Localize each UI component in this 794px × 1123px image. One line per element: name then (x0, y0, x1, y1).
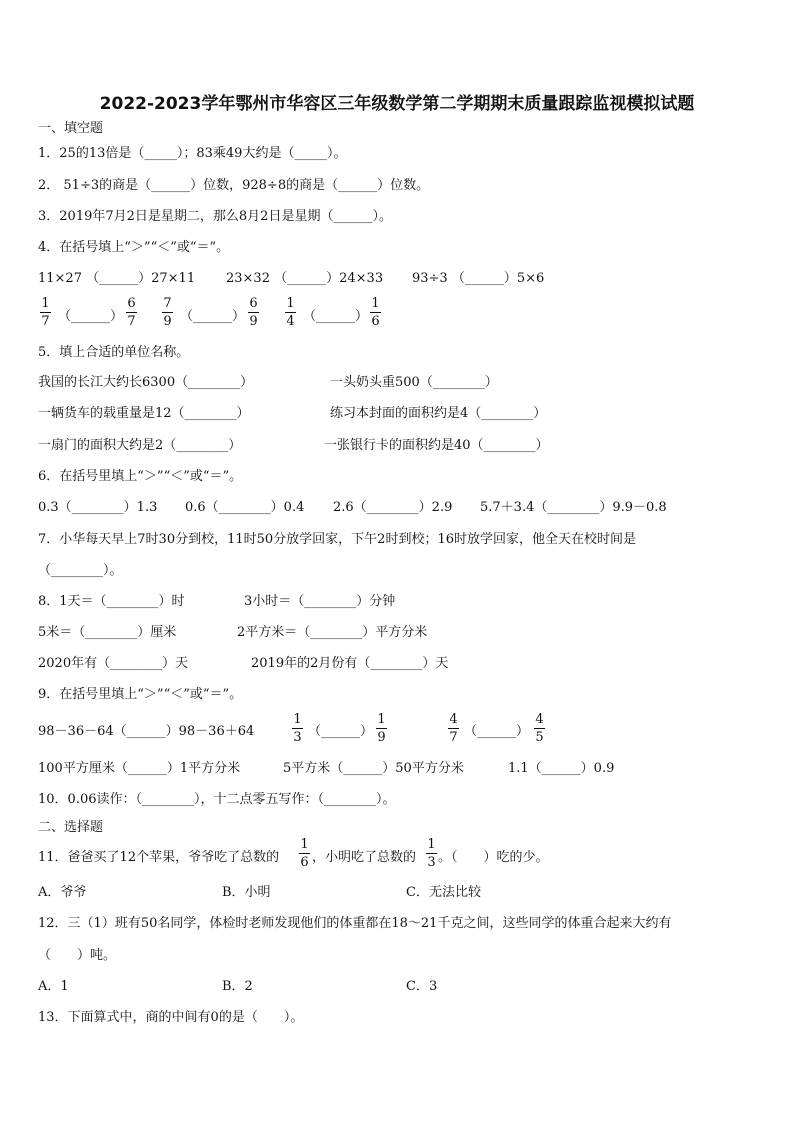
fraction-bar (534, 728, 545, 729)
q5-item-b: 一头奶头重500（________） (330, 375, 498, 390)
q6-compare-a: 0.3（________）1.3 (38, 500, 158, 515)
fraction-denominator: 3 (427, 855, 436, 870)
fraction-numerator: 7 (163, 296, 172, 311)
q4-fraction-1 (40, 296, 51, 329)
q4-compare-c: 93÷3 （______）5×6 (412, 271, 545, 286)
q8-item-f: 2019年的2月份有（________）天 (251, 656, 449, 671)
question-11 (38, 850, 279, 866)
fraction-denominator: 9 (163, 314, 172, 329)
question-1: 1．25的13倍是（_____）；83乘49大约是（_____）。 (38, 146, 347, 161)
q11-option-b: B．小明 (222, 885, 271, 900)
q11-fraction-2 (426, 837, 437, 870)
fraction-numerator: 1 (371, 296, 380, 311)
question-7-line-2: （________）。 (38, 563, 123, 578)
question-9: 9．在括号里填上“＞”“＜”或“＝”。 (38, 687, 243, 702)
q9-fraction-2 (376, 712, 387, 745)
q11-text-pre: 11．爸爸买了12个苹果，爷爷吃了总数的 (38, 850, 280, 865)
q9-compare-b: 100平方厘米（______）1平方分米 (38, 761, 241, 776)
question-10: 10．0.06读作：（________），十二点零五写作：（________）。 (38, 792, 396, 807)
q12-option-b: B．2 (222, 979, 253, 994)
fraction-numerator: 1 (377, 712, 386, 727)
q5-item-e: 一扇门的面积大约是2（________） (38, 438, 242, 453)
q6-compare-b: 0.6（________）0.4 (185, 500, 305, 515)
q6-compare-c: 2.6（________）2.9 (333, 500, 453, 515)
q8-item-a: 8．1天＝（________）时 (38, 594, 185, 609)
fraction-numerator: 6 (249, 296, 258, 311)
q4-compare-a: 11×27 （______）27×11 (38, 271, 196, 286)
page-title: 2022-2023学年鄂州市华容区三年级数学第二学期期末质量跟踪监视模拟试题 (99, 94, 695, 114)
q4-blank-3: （______） (303, 309, 369, 324)
q11-fraction-1 (299, 837, 310, 870)
fraction-denominator: 7 (449, 730, 458, 745)
fraction-bar (370, 312, 381, 313)
fraction-bar (376, 728, 387, 729)
q9-blank-2: （______） (464, 724, 530, 739)
q11-text-mid: ，小明吃了总数的 (312, 850, 417, 865)
fraction-denominator: 7 (127, 314, 136, 329)
q5-item-d: 练习本封面的面积约是4（________） (330, 406, 547, 421)
fraction-numerator: 1 (293, 712, 302, 727)
q6-compare-d: 5.7＋3.4（________）9.9－0.8 (480, 500, 667, 515)
q8-item-d: 2平方米＝（________）平方分米 (237, 625, 428, 640)
fraction-bar (285, 312, 296, 313)
section-multiple-choice: 二、选择题 (38, 820, 104, 835)
fraction-denominator: 7 (41, 314, 50, 329)
fraction-denominator: 3 (293, 730, 302, 745)
fraction-bar (126, 312, 137, 313)
fraction-bar (448, 728, 459, 729)
question-12: 12．三（1）班有50名同学，体检时老师发现他们的体重都在18～21千克之间，这些同学的体重合起来大约有 (38, 916, 672, 931)
question-2: 2． 51÷3的商是（______）位数，928÷8的商是（______）位数。 (38, 178, 430, 193)
fraction-bar (292, 728, 303, 729)
fraction-numerator: 6 (127, 296, 136, 311)
q4-blank-2: （______） (180, 309, 246, 324)
q11-option-c: C．无法比较 (406, 885, 481, 900)
q4-fraction-6 (370, 296, 381, 329)
fraction-bar (426, 853, 437, 854)
fraction-numerator: 1 (286, 296, 295, 311)
fraction-denominator: 4 (286, 314, 295, 329)
q9-fraction-1 (292, 712, 303, 745)
fraction-bar (299, 853, 310, 854)
question-13: 13．下面算式中，商的中间有0的是（ ）。 (38, 1010, 304, 1025)
q4-fraction-2 (126, 296, 137, 329)
section-fill-in: 一、填空题 (38, 121, 104, 136)
q4-blank-1: （______） (58, 309, 124, 324)
question-4: 4．在括号填上“＞”“＜”或“＝”。 (38, 240, 230, 255)
question-6: 6．在括号里填上“＞”“＜”或“＝”。 (38, 469, 243, 484)
fraction-denominator: 9 (249, 314, 258, 329)
fraction-numerator: 4 (535, 712, 544, 727)
q12-option-c: C．3 (406, 979, 438, 994)
q8-item-b: 3小时＝（________）分钟 (244, 594, 396, 609)
fraction-bar (162, 312, 173, 313)
fraction-bar (40, 312, 51, 313)
q11-option-a: A．爷爷 (38, 885, 87, 900)
q11-text-post: 。（ ）吃的少。 (438, 850, 549, 865)
q4-fraction-4 (248, 296, 259, 329)
fraction-denominator: 9 (377, 730, 386, 745)
q9-compare-c: 5平方米（______）50平方分米 (283, 761, 464, 776)
question-5: 5．填上合适的单位名称。 (38, 345, 190, 360)
fraction-numerator: 1 (41, 296, 50, 311)
q12-option-a: A．1 (38, 979, 69, 994)
q9-fraction-3 (448, 712, 459, 745)
question-7: 7．小华每天早上7时30分到校，11时50分放学回家，下午2时到校；16时放学回家，他全天在校时间是 (38, 532, 636, 547)
question-3: 3．2019年7月2日是星期二，那么8月2日是星期（______）。 (38, 209, 392, 224)
fraction-numerator: 1 (427, 837, 436, 852)
fraction-denominator: 6 (300, 855, 309, 870)
fraction-numerator: 4 (449, 712, 458, 727)
q5-item-c: 一辆货车的载重量是12（________） (38, 406, 250, 421)
q9-compare-a: 98－36－64（______）98－36＋64 (38, 724, 255, 739)
question-12-line-2: （ ）吨。 (38, 948, 117, 963)
fraction-denominator: 6 (371, 314, 380, 329)
q9-blank-1: （______） (308, 724, 374, 739)
q4-compare-b: 23×32 （______）24×33 (226, 271, 384, 286)
q4-fraction-5 (285, 296, 296, 329)
q8-item-c: 5米＝（________）厘米 (38, 625, 177, 640)
fraction-bar (248, 312, 259, 313)
fraction-numerator: 1 (300, 837, 309, 852)
fraction-denominator: 5 (535, 730, 544, 745)
q5-item-a: 我国的长江大约长6300（________） (38, 375, 254, 390)
q4-fraction-3 (162, 296, 173, 329)
q5-item-f: 一张银行卡的面积约是40（________） (324, 438, 549, 453)
q9-fraction-4 (534, 712, 545, 745)
q8-item-e: 2020年有（________）天 (38, 656, 189, 671)
q9-compare-d: 1.1（______）0.9 (508, 761, 615, 776)
